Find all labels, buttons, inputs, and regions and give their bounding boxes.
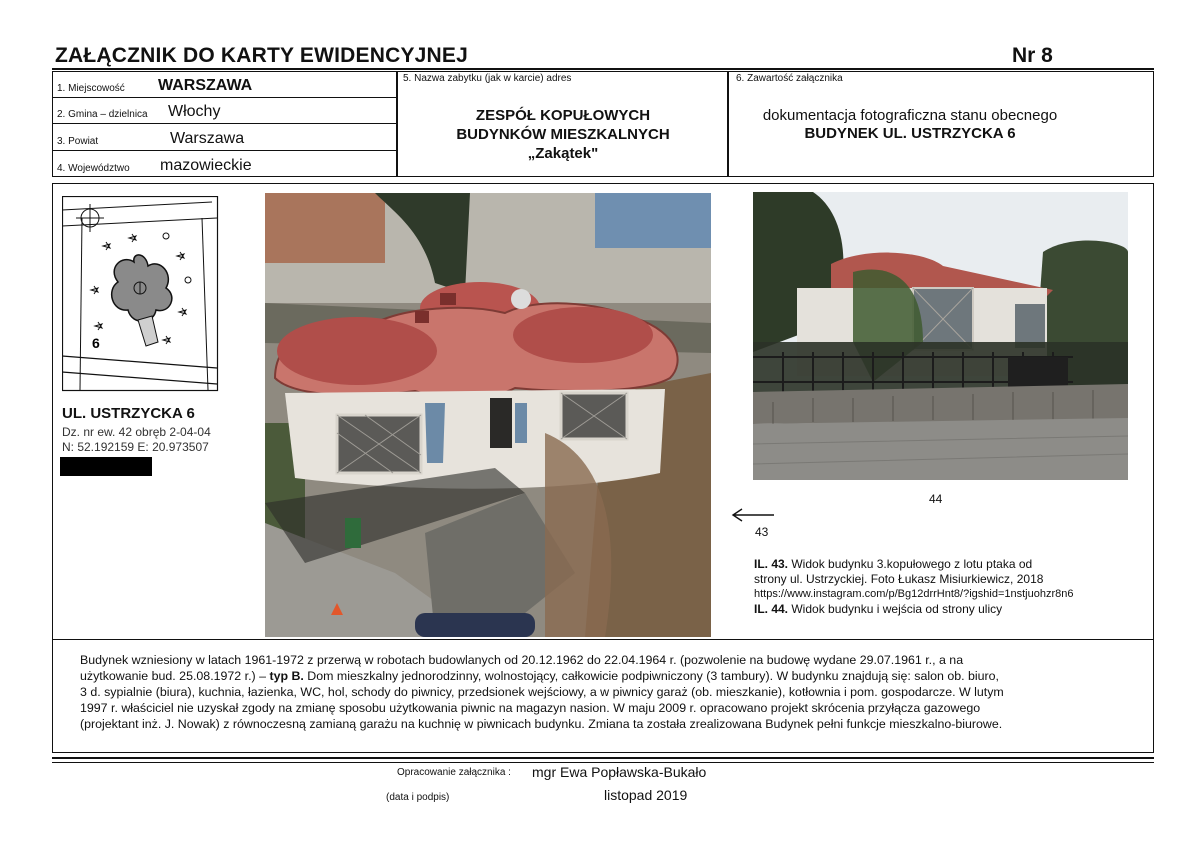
monument-line-2: BUDYNKÓW MIESZKALNYCH [456,126,670,143]
field-label: 1. Miejscowość [57,82,125,94]
attachment-content: dokumentacja fotograficzna stanu obecnego [762,107,1058,124]
parcel-number: Dz. nr ew. 42 obręb 2-04-04 [62,425,211,439]
field-value: mazowieckie [160,157,252,174]
title-rule [52,68,1154,70]
location-fields [52,71,396,177]
photo-label-43: 43 [755,525,769,539]
prepared-date: listopad 2019 [604,787,688,803]
building-type: typ B. [269,669,304,683]
monument-line-3: „Zakątek" [527,145,599,162]
building-description [80,652,1144,732]
photo-aerial-view [265,193,711,637]
site-map [62,196,220,392]
field-label: 3. Powiat [57,135,99,147]
attachment-building: BUDYNEK UL. USTRZYCKA 6 [804,125,1016,142]
caption-44 [754,602,1002,617]
description-line-2b: Dom mieszkalny jednorodzinny, wolnostojący, całkowicie podpiwniczony (3 tambury). W budynku znajdują się: salon ob. biuro, [303,669,999,683]
caption-43-line-2: strony ul. Ustrzyckiej. Foto Łukasz Misiurkiewicz, 2018 [754,572,1044,586]
description-line-2 [80,668,1144,684]
attachment-label: 6. Zawartość załącznika [736,73,843,84]
arrow-left-icon [730,508,776,522]
field-label: 2. Gmina – dzielnica [57,109,148,120]
field-wojewodztwo [52,151,396,178]
description-line-1: Budynek wzniesiony w latach 1961-1972 z przerwą w robotach budowlanych od 20.12.1962 do 22.04.1964 r. (pozwolenie na budowę wydane 29.07.1961 r., a na [80,653,964,667]
author-name: mgr Ewa Popławska-Bukało [532,764,707,780]
caption-44-text: Widok budynku i wejścia od strony ulicy [791,602,1003,616]
monument-name [398,106,728,163]
caption-43-id: IL. 43. [754,557,789,571]
field-label: 4. Województwo [57,163,130,174]
redaction-bar [60,457,152,476]
monument-line-1: ZESPÓŁ KOPUŁOWYCH [475,107,651,124]
caption-43-url: https://www.instagram.com/p/Bg12drrHnt8/?igshid=1nstjuohzr8n6 [754,588,1074,600]
field-powiat [52,124,396,151]
caption-44-id: IL. 44. [754,602,789,616]
description-line-5: (projektant inż. J. Nowak) z równoczesną zamianą garażu na kuchnię w piwnicach budynku. Zmiana ta została zrealizowana Budynek pełni funkcje mieszkalno-biurowe. [80,717,1003,731]
footer-rule [52,757,1154,759]
sign-label: (data i podpis) [386,792,450,803]
photo-label-44: 44 [929,492,943,506]
description-line-2a: użytkowanie bud. 25.08.1972 r.) – [80,669,270,683]
street-address: UL. USTRZYCKA 6 [62,405,195,422]
caption-43 [754,557,1073,602]
field-value: Warszawa [170,129,245,147]
field-value: Włochy [168,103,221,120]
description-line-3: 3 d. sypialnie (biura), kuchnia, łazienka, WC, hol, schody do piwnicy, przedsionek wejściowy, a w piwnicy garaż (ob. mieszkanie), kotłownia i pom. gospodarcze. W lutym [80,685,1004,699]
field-gmina [52,98,396,125]
attachment-number: Nr 8 [1012,44,1053,67]
map-building-number: 6 [92,335,100,351]
caption-43-text: Widok budynku 3.kopułowego z lotu ptaka od [791,557,1033,571]
gps-coordinates: N: 52.192159 E: 20.973507 [62,440,209,454]
caption-43-line-1 [754,557,1073,572]
prepared-label: Opracowanie załącznika : [397,767,511,778]
footer-rule-thin [52,762,1154,763]
monument-label: 5. Nazwa zabytku (jak w karcie) adres [403,73,572,84]
document-title: ZAŁĄCZNIK DO KARTY EWIDENCYJNEJ [55,44,469,67]
field-miejscowosc [52,71,396,98]
photo-street-view [753,192,1128,480]
parcel-info [62,425,211,455]
description-line-4: 1997 r. właściciel nie uzyskał zgody na zmianę sposobu użytkowania piwnic na magazyn nasion. W maju 2009 r. opracowano projekt skrócenia przyłącza gazowego [80,701,981,715]
field-value: WARSZAWA [158,76,253,94]
